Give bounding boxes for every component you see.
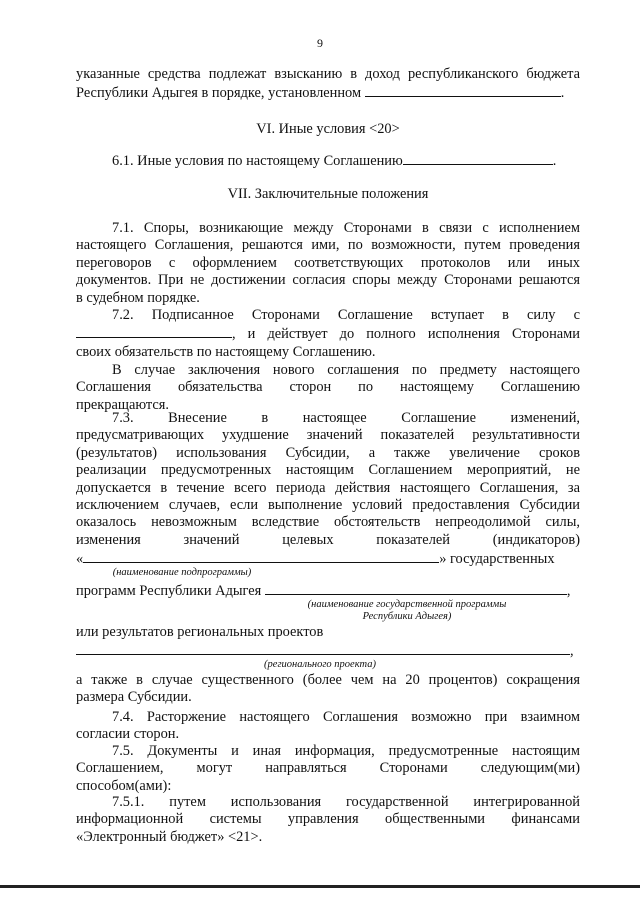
blank-line bbox=[403, 151, 553, 165]
text-line: допускается в течение всего периода действия настоящего Соглашения, за bbox=[76, 479, 580, 496]
text-line: Соглашением, могут направляться Сторонами следующим(ми) bbox=[76, 760, 580, 777]
text-line: 7.2. Подписанное Сторонами Соглашение вступает в силу с bbox=[112, 307, 580, 323]
blank-line bbox=[76, 641, 570, 655]
blank-line bbox=[76, 324, 232, 338]
blank-line bbox=[365, 83, 561, 97]
page-number: 9 bbox=[317, 36, 323, 50]
text-line: исключением случаев, если выполнение условий предоставления Субсидии bbox=[76, 497, 580, 514]
text-line: своих обязательств по настоящему Соглашению. bbox=[76, 343, 376, 360]
program-line bbox=[76, 581, 580, 600]
text-line: (результатов) использования Субсидии, а также увеличение сроков bbox=[76, 444, 580, 461]
subprogram-line bbox=[76, 549, 580, 568]
text-line: согласии сторон. bbox=[76, 726, 180, 743]
text-line: 7.4. Расторжение настоящего Соглашения возможно при взаимном bbox=[112, 709, 580, 725]
caption-subprogram: (наименование подпрограммы) bbox=[112, 567, 252, 578]
text-fragment: программ Республики Адыгея bbox=[76, 583, 262, 599]
text-line bbox=[76, 151, 580, 170]
item-7-5 bbox=[76, 743, 580, 795]
section-heading-6: VI. Иные условия <20> bbox=[256, 121, 400, 137]
caption-line: Республики Адыгея) bbox=[362, 611, 452, 622]
blank-line bbox=[83, 549, 439, 563]
text-line: предусматривающих ухудшение значений показателей результативности bbox=[76, 427, 580, 444]
text-line bbox=[76, 581, 580, 600]
text-line: «Электронный бюджет» <21>. bbox=[76, 828, 263, 845]
text-fragment: » государственных bbox=[439, 551, 555, 567]
section-heading-7: VII. Заключительные положения bbox=[227, 186, 429, 202]
text-line: реализации предусмотренных настоящим Соглашением мероприятий, не bbox=[76, 462, 580, 479]
blank-line bbox=[265, 581, 567, 595]
text-line: Соглашения обязательства сторон по настоящему Соглашению bbox=[76, 379, 580, 396]
text-fragment: 6.1. Иные условия по настоящему Соглашению bbox=[112, 153, 403, 169]
scan-bottom-edge bbox=[0, 885, 640, 888]
text-line bbox=[76, 83, 580, 102]
text-line: В случае заключения нового соглашения по предмету настоящего bbox=[112, 362, 580, 378]
text-line: или результатов региональных проектов bbox=[76, 624, 324, 640]
text-fragment: , bbox=[570, 643, 574, 659]
regional-project-blank-line bbox=[76, 641, 580, 660]
regional-projects-line bbox=[76, 624, 580, 641]
item-7-3 bbox=[76, 410, 580, 549]
text-line: документов. При не достижении согласия споры между Сторонами решаются bbox=[76, 272, 580, 289]
text-fragment: , bbox=[566, 583, 571, 599]
caption-line: (наименование государственной программы bbox=[307, 599, 507, 610]
paragraph-penalty bbox=[76, 66, 580, 103]
item-7-4 bbox=[76, 709, 580, 744]
paragraph-new-agreement bbox=[76, 362, 580, 414]
caption-regional-project: (регионального проекта) bbox=[264, 659, 376, 670]
text-fragment: . bbox=[560, 85, 565, 102]
caption-program bbox=[272, 599, 542, 623]
text-line: а также в случае существенного (более чем на 20 процентов) сокращения bbox=[76, 672, 580, 688]
text-fragment: « bbox=[76, 551, 84, 567]
text-line: 7.1. Споры, возникающие между Сторонами в связи с исполнением bbox=[112, 220, 580, 236]
text-line: переговоров с оформлением соответствующих протоколов или иных bbox=[76, 254, 580, 271]
text-line bbox=[76, 641, 580, 660]
text-line: изменения значений целевых показателей (индикаторов) bbox=[76, 531, 580, 548]
text-line: 7.5.1. путем использования государственной интегрированной bbox=[112, 794, 580, 810]
text-line: прекращаются. bbox=[76, 396, 169, 413]
item-7-1 bbox=[76, 220, 580, 307]
text-fragment: Республики Адыгея в порядке, установленном bbox=[76, 85, 362, 102]
text-line: способом(ами): bbox=[76, 777, 172, 794]
text-line: 7.5. Документы и иная информация, предусмотренные настоящим bbox=[112, 743, 580, 759]
item-7-2 bbox=[76, 307, 580, 361]
text-fragment: . bbox=[552, 153, 557, 169]
text-line: указанные средства подлежат взысканию в доход республиканского бюджета bbox=[76, 66, 580, 82]
text-line: размера Субсидии. bbox=[76, 689, 192, 706]
text-line: настоящего Соглашения, решаются ими, по возможности, путем проведения bbox=[76, 237, 580, 254]
text-line: оказалось невозможным вследствие обстоятельств непреодолимой силы, bbox=[76, 514, 580, 531]
text-fragment: , и действует до полного исполнения Сторонами bbox=[232, 326, 580, 343]
text-line: 7.3. Внесение в настоящее Соглашение изменений, bbox=[112, 410, 580, 426]
paragraph-tail-7-3 bbox=[76, 672, 580, 707]
text-line bbox=[76, 324, 580, 343]
text-line: информационной системы управления общественными финансами bbox=[76, 811, 580, 828]
text-line: в судебном порядке. bbox=[76, 289, 200, 306]
item-6-1 bbox=[76, 151, 580, 170]
item-7-5-1 bbox=[76, 794, 580, 846]
text-line bbox=[76, 549, 580, 568]
